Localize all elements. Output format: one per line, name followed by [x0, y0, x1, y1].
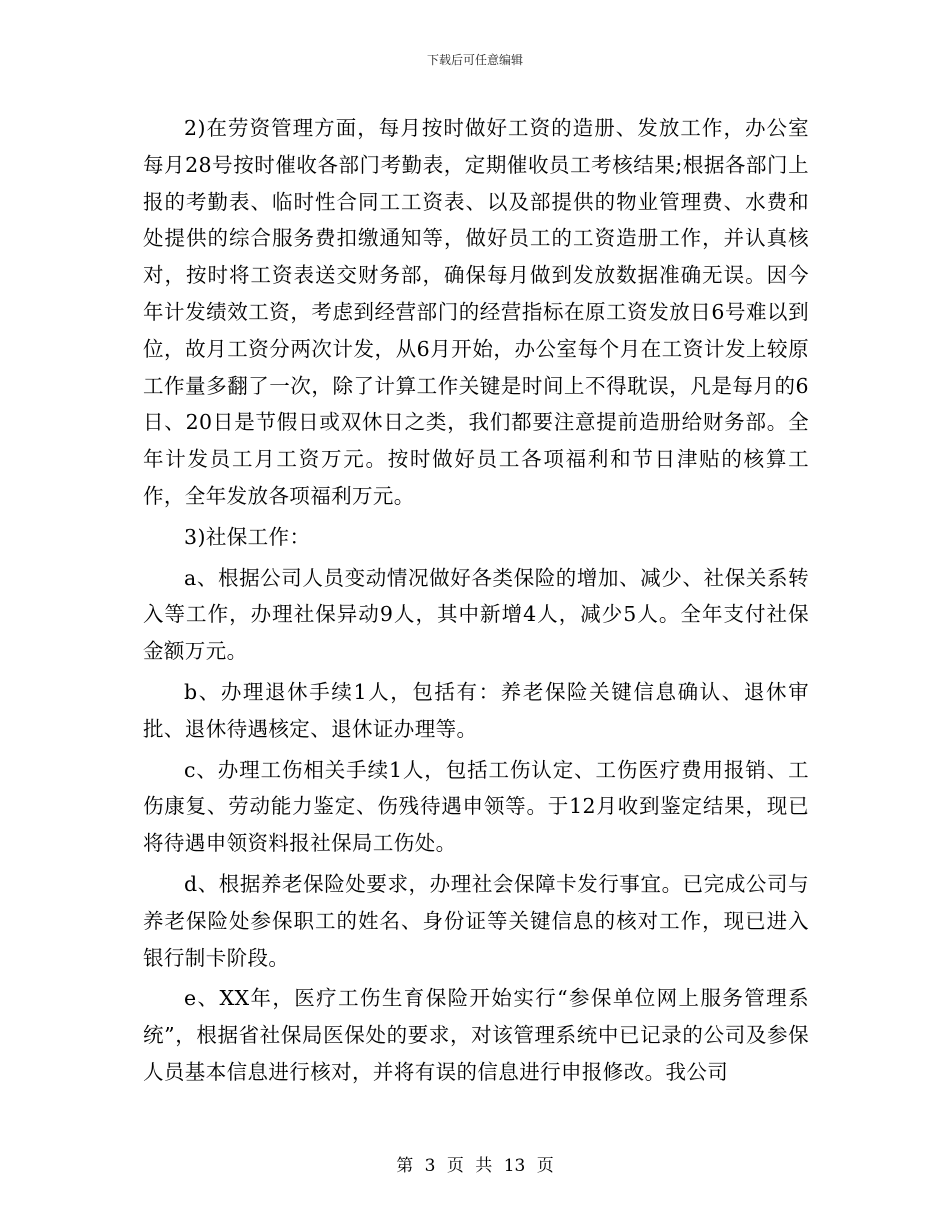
paragraph-wage-management: 2)在劳资管理方面，每月按时做好工资的造册、发放工作，办公室每月28号按时催收各部门考勤表，定期催收员工考核结果;根据各部门上报的考勤表、临时性合同工工资表、以及部提供的物业管理费、水费和处提供的综合服务费扣缴通知等，做好员工的工资造册工作，并认真核对，按时将工资表送交财务部，确保每月做到发放数据准确无误。因今年计发绩效工资，考虑到经营部门的经营指标在原工资发放日6号难以到位，故月工资分两次计发，从6月开始，办公室每个月在工资计发上较原工作量多翻了一次，除了计算工作关键是时间上不得耽误，凡是每月的6日、20日是节假日或双休日之类，我们都要注意提前造册给财务部。全年计发员工月工资万元。按时做好员工各项福利和节日津贴的核算工作，全年发放各项福利万元。 [143, 116, 809, 508]
paragraph-social-security-heading: 3)社保工作： [184, 524, 311, 549]
paragraph-item-b: b、办理退休手续1人，包括有：养老保险关键信息确认、退休审批、退休待遇核定、退休证办理等。 [143, 679, 809, 741]
document-body [143, 110, 809, 1095]
paragraph-item-c: c、办理工伤相关手续1人，包括工伤认定、工伤医疗费用报销、工伤康复、劳动能力鉴定、伤残待遇申领等。于12月收到鉴定结果，现已将待遇申领资料报社保局工伤处。 [143, 757, 809, 856]
paragraph-item-a: a、根据公司人员变动情况做好各类保险的增加、减少、社保关系转入等工作，办理社保异动9人，其中新增4人，减少5人。全年支付社保金额万元。 [143, 565, 809, 664]
page-header: 下载后可任意编辑 [426, 53, 523, 67]
page-number: 第 3 页 共 13 页 [396, 1156, 554, 1176]
paragraph-item-d: d、根据养老保险处要求，办理社会保障卡发行事宜。已完成公司与养老保险处参保职工的姓名、身份证等关键信息的核对工作，现已进入银行制卡阶段。 [143, 871, 809, 970]
paragraph-item-e: e、XX年，医疗工伤生育保险开始实行“参保单位网上服务管理系统”，根据省社保局医保处的要求，对该管理系统中已记录的公司及参保人员基本信息进行核对，并将有误的信息进行申报修改。我公司 [143, 986, 809, 1084]
